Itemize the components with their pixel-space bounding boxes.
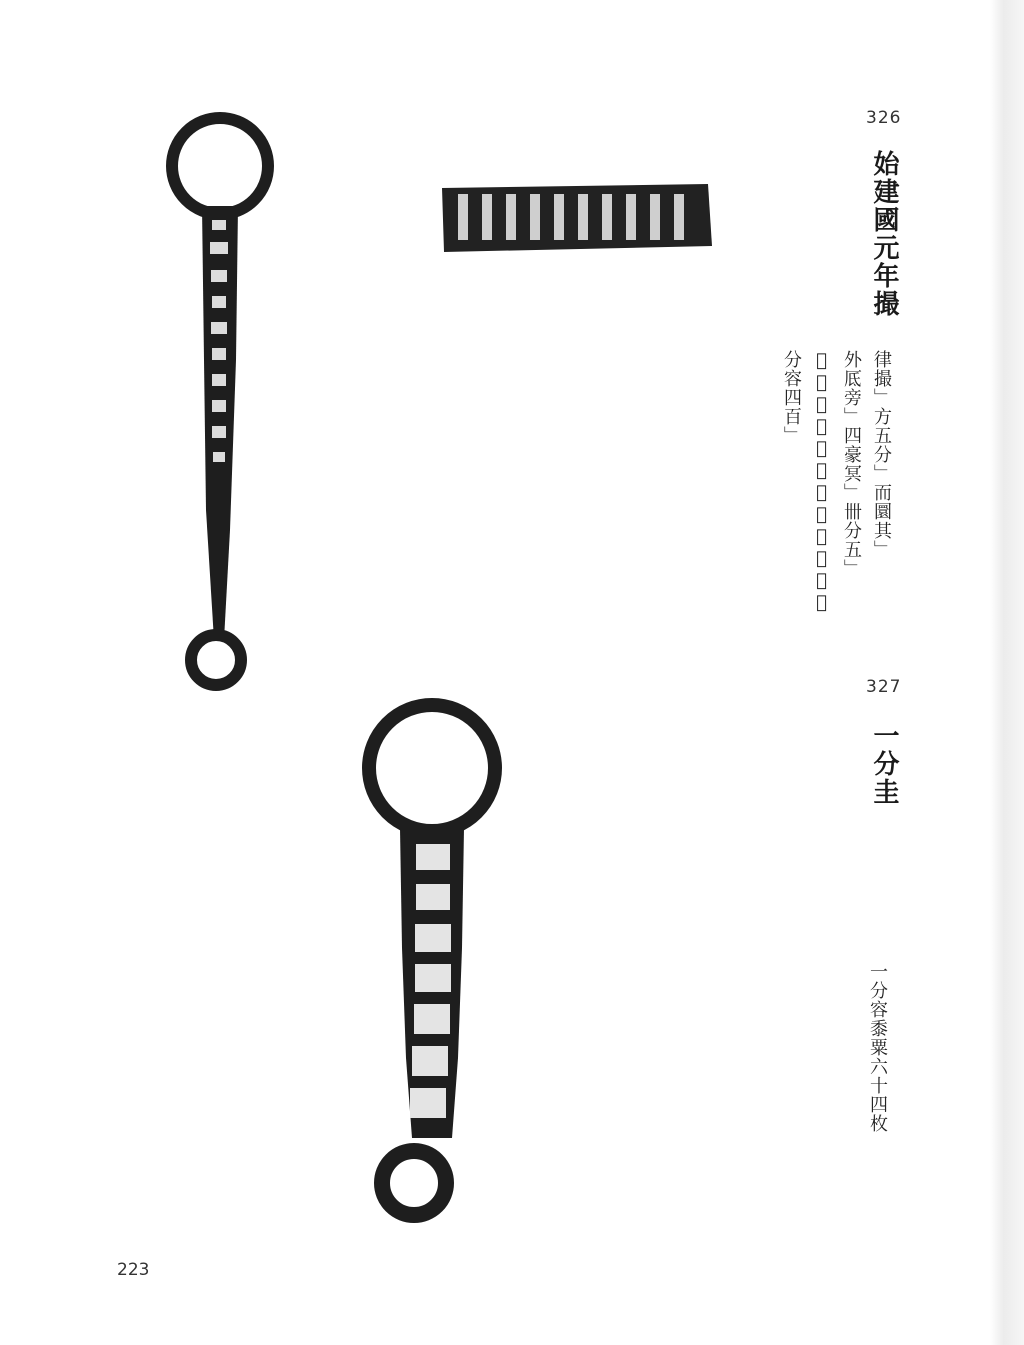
page-number: 223 xyxy=(117,1260,150,1280)
entry-number-327: 327 xyxy=(866,677,902,697)
entry-note-327-line-1: 一分容黍粟六十四枚 xyxy=(867,962,888,1133)
entry-number-326: 326 xyxy=(866,108,902,128)
entry-note-326-line-3: 𡑽深四」分積百」六十二」 xyxy=(811,350,832,614)
rubbing-measure-326 xyxy=(150,110,290,704)
entry-note-326-line-2: 外厎旁」四豪冥」卌分五」 xyxy=(841,350,862,578)
entry-note-326-line-1: 律撮」方五分」而圜其」 xyxy=(871,350,892,559)
rubbing-measure-327 xyxy=(340,698,530,1232)
entry-title-326: 始建國元年撮 xyxy=(869,150,899,318)
entry-title-327: 一分圭 xyxy=(869,722,899,806)
rubbing-inscription-326 xyxy=(436,180,716,264)
entry-note-326-line-4: 分容四百」 xyxy=(781,350,802,445)
page-edge-shadow xyxy=(990,0,1024,1345)
